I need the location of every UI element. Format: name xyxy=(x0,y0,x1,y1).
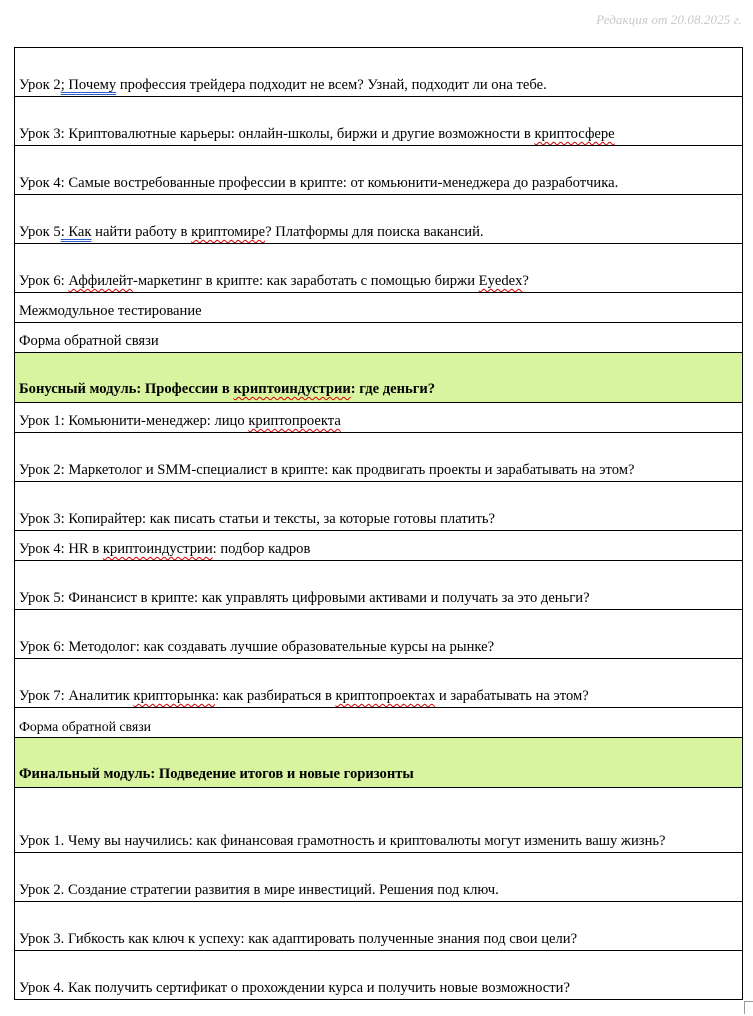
lesson-cell: Урок 7: Аналитик крипторынка: как разбираться в криптопроектах и зарабатывать на этом? xyxy=(15,659,743,708)
table-row xyxy=(15,482,743,531)
table-row xyxy=(15,244,743,293)
table-row xyxy=(15,951,743,1000)
table-row xyxy=(15,659,743,708)
lesson-cell: Урок 3: Криптовалютные карьеры: онлайн-школы, биржи и другие возможности в криптосфере xyxy=(15,97,743,146)
module-header-row xyxy=(15,353,743,403)
lesson-cell: Урок 4: HR в криптоиндустрии: подбор кадров xyxy=(15,531,743,561)
module-header-row xyxy=(15,738,743,788)
table-row xyxy=(15,97,743,146)
testing-cell: Межмодульное тестирование xyxy=(15,293,743,323)
lesson-cell: Урок 5: Финансист в крипте: как управлять цифровыми активами и получать за это деньги? xyxy=(15,561,743,610)
table-row xyxy=(15,902,743,951)
feedback-form-cell: Форма обратной связи xyxy=(15,708,743,738)
table-row xyxy=(15,531,743,561)
module-title: Бонусный модуль: Профессии в криптоиндустрии: где деньги? xyxy=(15,353,743,403)
edition-note: Редакция от 20.08.2025 г. xyxy=(596,12,742,27)
page-corner-marker xyxy=(744,1001,753,1014)
lesson-cell: Урок 1. Чему вы научились: как финансовая грамотность и криптовалюты могут изменить вашу жизнь? xyxy=(15,788,743,853)
module-title: Финальный модуль: Подведение итогов и новые горизонты xyxy=(15,738,743,788)
table-row xyxy=(15,403,743,433)
table-row xyxy=(15,610,743,659)
lesson-cell: Урок 2; Почему профессия трейдера подходит не всем? Узнай, подходит ли она тебе. xyxy=(15,48,743,97)
table-row xyxy=(15,195,743,244)
lesson-cell: Урок 2: Маркетолог и SMM-специалист в крипте: как продвигать проекты и зарабатывать на этом? xyxy=(15,433,743,482)
lesson-cell: Урок 4: Самые востребованные профессии в крипте: от комьюнити-менеджера до разработчика. xyxy=(15,146,743,195)
table-row xyxy=(15,561,743,610)
table-row xyxy=(15,48,743,97)
lesson-cell: Урок 3. Гибкость как ключ к успеху: как адаптировать полученные знания под свои цели? xyxy=(15,902,743,951)
table-row xyxy=(15,788,743,853)
lesson-cell: Урок 6: Методолог: как создавать лучшие образовательные курсы на рынке? xyxy=(15,610,743,659)
lesson-cell: Урок 3: Копирайтер: как писать статьи и тексты, за которые готовы платить? xyxy=(15,482,743,531)
table-row xyxy=(15,708,743,738)
lesson-cell: Урок 6: Аффилейт-маркетинг в крипте: как заработать с помощью биржи Eyedex? xyxy=(15,244,743,293)
feedback-form-cell: Форма обратной связи xyxy=(15,323,743,353)
table-row xyxy=(15,853,743,902)
lesson-cell: Урок 5: Как найти работу в криптомире? Платформы для поиска вакансий. xyxy=(15,195,743,244)
lesson-cell: Урок 2. Создание стратегии развития в мире инвестиций. Решения под ключ. xyxy=(15,853,743,902)
lesson-cell: Урок 1: Комьюнити-менеджер: лицо криптопроекта xyxy=(15,403,743,433)
table-row xyxy=(15,433,743,482)
table-row xyxy=(15,323,743,353)
table-row xyxy=(15,293,743,323)
lesson-cell: Урок 4. Как получить сертификат о прохождении курса и получить новые возможности? xyxy=(15,951,743,1000)
table-row xyxy=(15,146,743,195)
course-program-table xyxy=(14,47,743,1000)
